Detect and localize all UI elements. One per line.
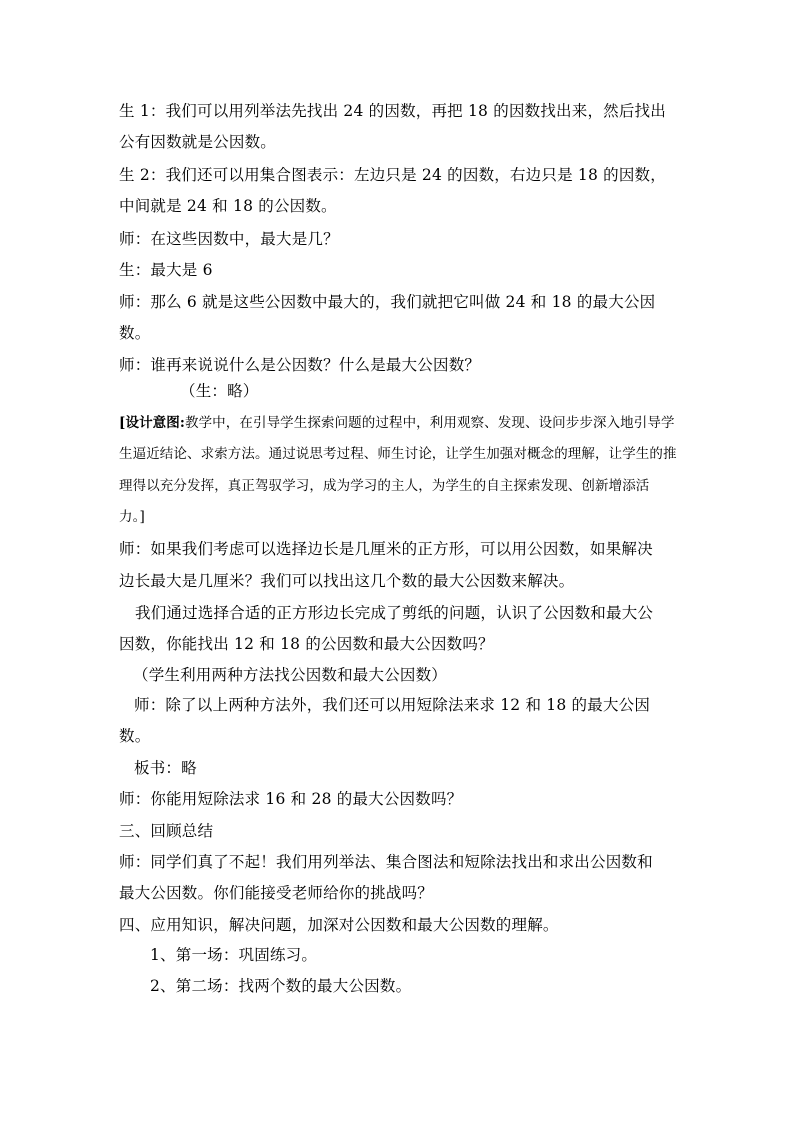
paragraph-line: 数。 xyxy=(119,727,151,745)
paragraph-line: 边长最大是几厘米？我们可以找出这几个数的最大公因数来解决。 xyxy=(119,572,575,590)
section-heading: 四、应用知识，解决问题，加深对公因数和最大公因数的理解。 xyxy=(119,916,559,934)
paragraph-line: 公有因数就是公因数。 xyxy=(119,133,277,151)
paragraph-line: 师：你能用短除法求 16 和 28 的最大公因数吗？ xyxy=(119,790,463,808)
paragraph-line: 师：如果我们考虑可以选择边长是几厘米的正方形，可以用公因数，如果解决 xyxy=(119,540,653,558)
paragraph-line: 师：除了以上两种方法外，我们还可以用短除法来求 12 和 18 的最大公因 xyxy=(134,696,651,714)
paragraph-line: （学生利用两种方法找公因数和最大公因数） xyxy=(133,666,448,684)
list-item: 2、第二场：找两个数的最大公因数。 xyxy=(150,977,412,995)
paragraph-line: （生：略） xyxy=(180,382,259,400)
design-note-line xyxy=(119,414,675,432)
paragraph-line: 中间就是 24 和 18 的公因数。 xyxy=(119,197,337,215)
paragraph-line: 数。 xyxy=(119,324,151,342)
paragraph-line: 最大公因数。你们能接受老师给你的挑战吗？ xyxy=(119,884,434,902)
design-note-line: 理得以充分发挥，真正驾驭学习，成为学习的主人，为学生的自主探索发现、创新增添活 xyxy=(119,478,650,494)
paragraph-line: 我们通过选择合适的正方形边长完成了剪纸的问题，认识了公因数和最大公 xyxy=(135,604,654,622)
design-note-line: 生逼近结论、求索方法。通过说思考过程、师生讨论，让学生加强对概念的理解，让学生的推 xyxy=(119,446,677,462)
section-heading: 三、回顾总结 xyxy=(119,822,214,840)
paragraph-line: 师：那么 6 就是这些公因数中最大的，我们就把它叫做 24 和 18 的最大公因 xyxy=(119,293,656,311)
paragraph-line: 师：谁再来说说什么是公因数？什么是最大公因数？ xyxy=(119,356,481,374)
paragraph-line: 生 1：我们可以用列举法先找出 24 的因数，再把 18 的因数找出来，然后找出 xyxy=(119,102,666,120)
paragraph-line: 生：最大是 6 xyxy=(119,261,213,279)
paragraph-line: 师：同学们真了不起！我们用列举法、集合图法和短除法找出和求出公因数和 xyxy=(119,853,653,871)
design-note-label: [设计意图: xyxy=(119,415,185,431)
design-note-line: 力。] xyxy=(119,509,145,525)
paragraph-line: 生 2：我们还可以用集合图表示：左边只是 24 的因数，右边只是 18 的因数， xyxy=(119,166,666,184)
paragraph-line: 师：在这些因数中，最大是几？ xyxy=(119,230,339,248)
design-note-text: 教学中，在引导学生探索问题的过程中，利用观察、发现、设问步步深入地引导学 xyxy=(184,415,675,431)
paragraph-line: 板书：略 xyxy=(134,759,197,777)
list-item: 1、第一场：巩固练习。 xyxy=(150,946,318,964)
paragraph-line: 因数，你能找出 12 和 18 的公因数和最大公因数吗？ xyxy=(119,635,494,653)
